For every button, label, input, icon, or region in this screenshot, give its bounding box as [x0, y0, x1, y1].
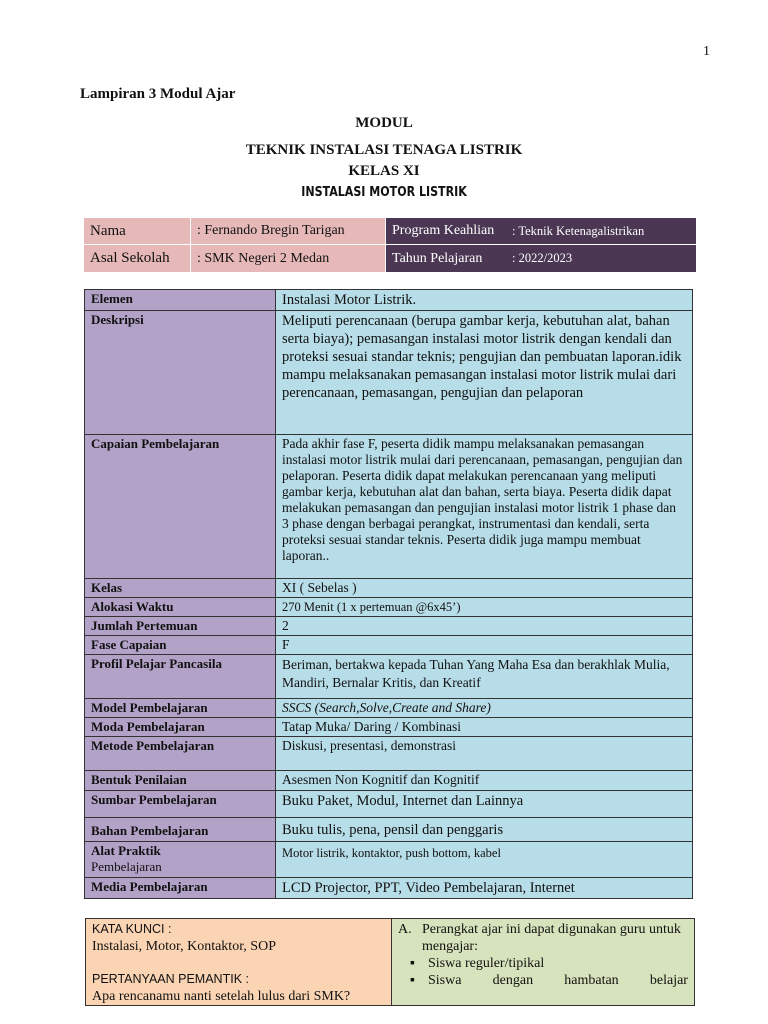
kelas-label: Kelas: [85, 579, 276, 598]
identity-table: [84, 218, 696, 272]
fase-value: F: [276, 636, 693, 655]
program-value: : Teknik Ketenagalistrikan: [512, 223, 645, 238]
fase-label: Fase Capaian: [85, 636, 276, 655]
table-row: [85, 579, 693, 598]
elemen-value: Instalasi Motor Listrik.: [276, 290, 693, 311]
alat-label-sub: Pembelajaran: [91, 859, 162, 874]
tahun-label: Tahun Pelajaran: [392, 250, 483, 266]
table-row: [85, 598, 693, 617]
alat-label: Alat Praktik: [91, 843, 161, 858]
moda-value: Tatap Muka/ Daring / Kombinasi: [276, 718, 693, 737]
table-row: [85, 878, 693, 899]
profil-value: Beriman, bertakwa kepada Tuhan Yang Maha Esa dan berakhlak Mulia, Mandiri, Bernalar Kritis, dan Kreatif: [276, 655, 693, 699]
pertanyaan-value: Apa rencanamu nanti setelah lulus dari SMK?: [92, 989, 351, 1004]
tahun-value: : 2022/2023: [512, 251, 573, 265]
list-item: ▪ Siswa reguler/tipikal: [428, 955, 688, 972]
table-row: [85, 290, 693, 311]
nama-label: Nama: [84, 218, 190, 244]
topic-title: INSTALASI MOTOR LISTRIK: [301, 185, 467, 200]
kata-kunci-box: [85, 918, 392, 1006]
perangkat-ajar-box: [392, 918, 695, 1006]
kata-kunci-value: Instalasi, Motor, Kontaktor, SOP: [92, 939, 276, 954]
table-row: [85, 842, 693, 878]
model-value: SSCS (Search,Solve,Create and Share): [276, 699, 693, 718]
deskripsi-label: Deskripsi: [85, 311, 276, 435]
alokasi-label: Alokasi Waktu: [85, 598, 276, 617]
table-row: [85, 818, 693, 842]
program-cell: [385, 218, 696, 244]
sekolah-value: : SMK Negeri 2 Medan: [190, 244, 385, 272]
capaian-value: Pada akhir fase F, peserta didik mampu melaksanakan pemasangan instalasi motor listrik mulai dari perencanaan, pemasangan, pengujian dan pelaporan. Peserta didik dapat melakukan perencanaan yang meliputi gambar kerja, kebutuhan alat dan bahan, serta biaya. Peserta didik dapat melakukan pemasangan dan pengujian instalasi motor listrik 1 phase dan 3 phase dengan berbagai perangkat, instrumentasi dan kendali, serta proteksi sesuai standar teknis. Peserta didik juga mampu membuat laporan..: [276, 435, 693, 579]
bahan-label: Bahan Pembelajaran: [85, 818, 276, 842]
table-row: [85, 791, 693, 818]
kelas-title: KELAS XI: [348, 163, 420, 179]
subject-title: TEKNIK INSTALASI TENAGA LISTRIK: [245, 142, 523, 158]
metode-label: Metode Pembelajaran: [85, 737, 276, 771]
table-row: [85, 617, 693, 636]
nama-value: : Fernando Bregin Tarigan: [190, 218, 385, 244]
table-row: [85, 699, 693, 718]
list-item: ▪ Siswa dengan hambatan belajar: [428, 972, 688, 989]
tahun-cell: [385, 244, 696, 272]
perangkat-letter: A.: [398, 922, 412, 937]
bentuk-label: Bentuk Penilaian: [85, 771, 276, 791]
bentuk-value: Asesmen Non Kognitif dan Kognitif: [276, 771, 693, 791]
pertanyaan-label: PERTANYAAN PEMANTIK :: [92, 972, 249, 986]
table-row: [85, 636, 693, 655]
media-value: LCD Projector, PPT, Video Pembelajaran, Internet: [276, 878, 693, 899]
perangkat-text: Perangkat ajar ini dapat digunakan guru untuk mengajar:: [422, 922, 681, 954]
kelas-value: XI ( Sebelas ): [276, 579, 693, 598]
sumber-value: Buku Paket, Modul, Internet dan Lainnya: [276, 791, 693, 818]
metode-value: Diskusi, presentasi, demonstrasi: [276, 737, 693, 771]
moda-label: Moda Pembelajaran: [85, 718, 276, 737]
capaian-label: Capaian Pembelajaran: [85, 435, 276, 579]
table-row: [85, 718, 693, 737]
lampiran-heading: Lampiran 3 Modul Ajar: [80, 86, 236, 102]
perangkat-list: [398, 955, 688, 989]
alat-label-cell: [85, 842, 276, 878]
page-number: 1: [703, 44, 710, 59]
media-label: Media Pembelajaran: [85, 878, 276, 899]
bahan-value: Buku tulis, pena, pensil dan penggaris: [276, 818, 693, 842]
elemen-label: Elemen: [85, 290, 276, 311]
program-label: Program Keahlian: [392, 223, 495, 238]
table-row: [85, 435, 693, 579]
jumlah-value: 2: [276, 617, 693, 636]
table-row: [85, 311, 693, 435]
table-row: [85, 655, 693, 699]
model-label: Model Pembelajaran: [85, 699, 276, 718]
alat-value: Motor listrik, kontaktor, push bottom, kabel: [276, 842, 693, 878]
table-row: [85, 737, 693, 771]
table-row: [85, 771, 693, 791]
sekolah-label: Asal Sekolah: [84, 244, 190, 272]
module-info-table: [84, 289, 693, 899]
alokasi-value: 270 Menit (1 x pertemuan @6x45’): [276, 598, 693, 617]
sumber-label: Sumbar Pembelajaran: [85, 791, 276, 818]
modul-title: MODUL: [355, 115, 413, 131]
jumlah-label: Jumlah Pertemuan: [85, 617, 276, 636]
profil-label: Profil Pelajar Pancasila: [85, 655, 276, 699]
kata-kunci-label: KATA KUNCI :: [92, 922, 172, 936]
deskripsi-value: Meliputi perencanaan (berupa gambar kerja, kebutuhan alat, bahan serta biaya); pemasangan instalasi motor listrik dengan kendali dan proteksi sesuai standar teknis; pengujian dan pembuatan laporan.idik mampu melaksanakan pemasangan instalasi motor listrik mulai dari perencanaan, pemasangan, pengujian dan pelaporan: [276, 311, 693, 435]
